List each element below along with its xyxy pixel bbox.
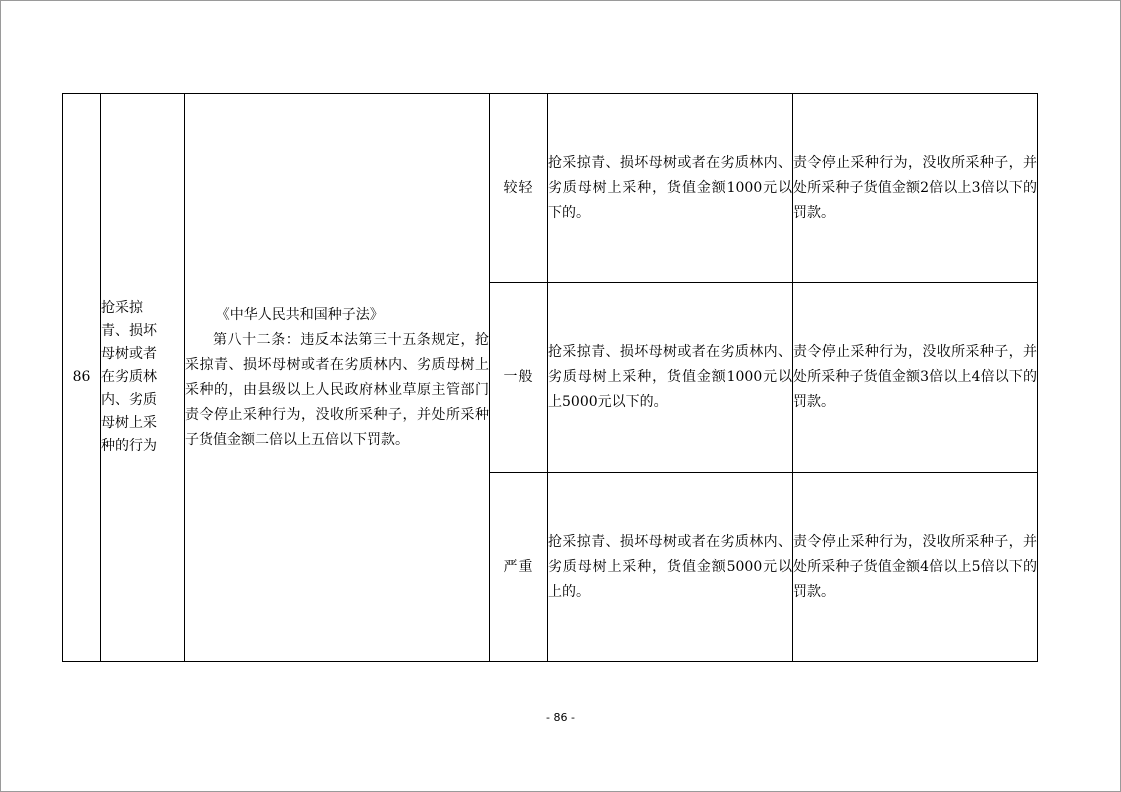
penalty-table bbox=[62, 93, 1038, 662]
legal-basis-cell bbox=[185, 94, 490, 662]
law-article: 第八十二条：违反本法第三十五条规定，抢采掠青、损坏母树或者在劣质林内、劣质母树上采种的，由县级以上人民政府林业草原主管部门责令停止采种行为，没收所采种子，并处所采种子货值金额二倍以上五倍以下罚款。 bbox=[185, 331, 489, 448]
penalty-minor: 责令停止采种行为，没收所采种子，并处所采种子货值金额2倍以上3倍以下的罚款。 bbox=[793, 94, 1038, 283]
table-row bbox=[63, 94, 1038, 283]
violation-item-cell bbox=[101, 94, 185, 662]
level-serious: 严重 bbox=[490, 473, 548, 662]
law-title: 《中华人民共和国种子法》 bbox=[215, 306, 384, 323]
page-number: - 86 - bbox=[546, 711, 575, 724]
level-minor: 较轻 bbox=[490, 94, 548, 283]
penalty-serious: 责令停止采种行为，没收所采种子，并处所采种子货值金额4倍以上5倍以下的罚款。 bbox=[793, 473, 1038, 662]
circumstance-general: 抢采掠青、损坏母树或者在劣质林内、劣质母树上采种，货值金额1000元以上5000元以下的。 bbox=[548, 283, 793, 473]
circumstance-minor: 抢采掠青、损坏母树或者在劣质林内、劣质母树上采种，货值金额1000元以下的。 bbox=[548, 94, 793, 283]
row-number: 86 bbox=[63, 94, 101, 662]
penalty-general: 责令停止采种行为，没收所采种子，并处所采种子货值金额3倍以上4倍以下的罚款。 bbox=[793, 283, 1038, 473]
violation-item: 抢采掠青、损坏母树或者在劣质林内、劣质母树上采种的行为 bbox=[101, 300, 157, 454]
level-general: 一般 bbox=[490, 283, 548, 473]
circumstance-serious: 抢采掠青、损坏母树或者在劣质林内、劣质母树上采种，货值金额5000元以上的。 bbox=[548, 473, 793, 662]
